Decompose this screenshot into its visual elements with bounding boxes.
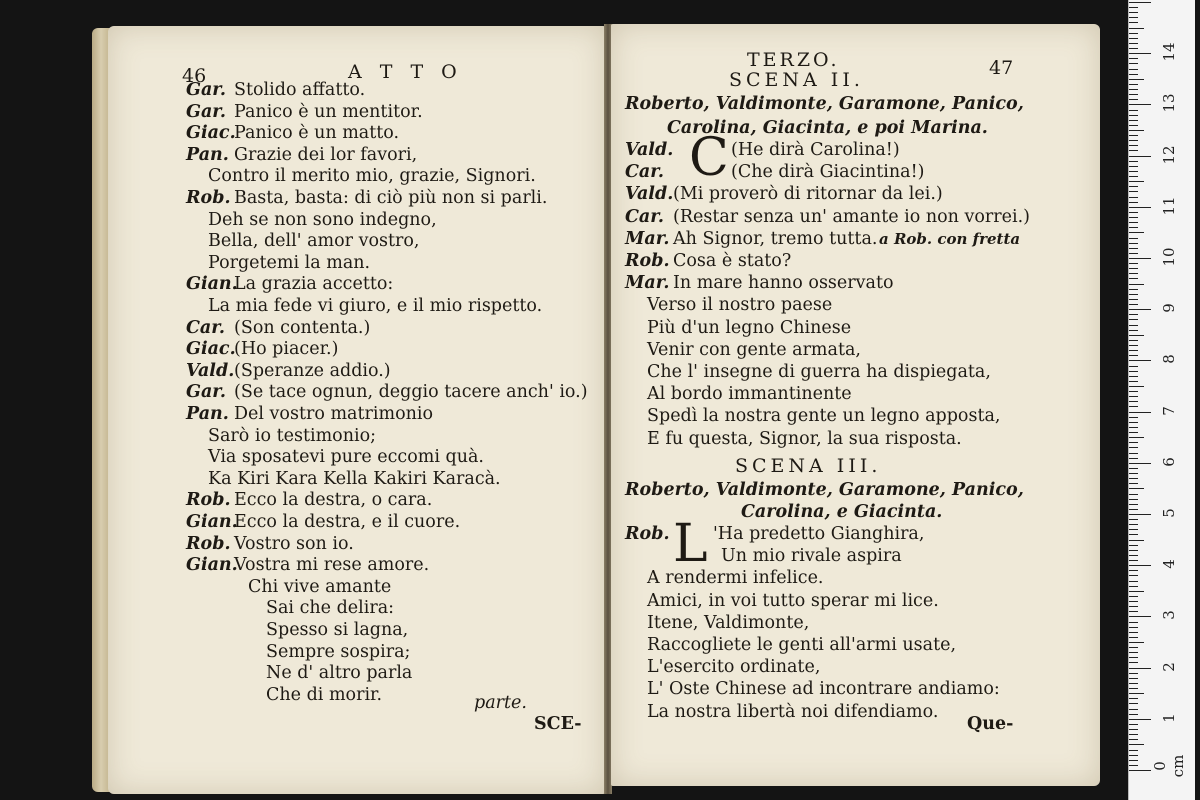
ruler-tick (1129, 647, 1138, 648)
scene-2-cast-line-2: Carolina, Giacinta, e poi Marina. (667, 118, 988, 138)
speaker-label: Vald. (625, 184, 674, 205)
verse-line: (Mi proverò di ritornar da lei.) (673, 184, 943, 205)
ruler-tick (1129, 719, 1151, 720)
verse-line: (Restar senza un' amante io non vorrei.) (673, 206, 1030, 227)
verse-line: (Che dirà Giacintina!) (731, 162, 925, 183)
verse-line: Ecco la destra, o cara. (234, 490, 433, 511)
ruler-tick (1129, 360, 1151, 361)
speaker-label: Gar. (186, 101, 226, 122)
ruler-tick (1129, 150, 1138, 151)
ruler-tick (1129, 709, 1138, 710)
ruler-label: 5 (1160, 508, 1178, 518)
ruler-tick (1129, 335, 1144, 336)
ruler-tick (1129, 432, 1138, 433)
verse-line: Via sposatevi pure eccomi quà. (208, 447, 484, 468)
ruler-tick (1129, 253, 1138, 254)
ruler-tick (1129, 350, 1138, 351)
ruler-tick (1129, 17, 1138, 18)
ruler-tick (1129, 299, 1138, 300)
verse-line: La mia fede vi giuro, e il mio rispetto. (208, 296, 543, 316)
speaker-label: Rob. (625, 251, 670, 271)
verse-line: (Se tace ognun, deggio tacere anch' io.) (234, 382, 588, 403)
ruler-tick (1129, 606, 1138, 607)
ruler-tick (1129, 110, 1138, 111)
verse-line: Del vostro matrimonio (234, 404, 434, 424)
verse-line: L' Oste Chinese ad incontrare andiamo: (647, 679, 1000, 700)
ruler-tick (1129, 181, 1144, 182)
ruler-tick (1129, 468, 1138, 469)
ruler-tick (1129, 207, 1151, 208)
verse-line: Contro il merito mio, grazie, Signori. (208, 166, 536, 187)
ruler-tick (1129, 330, 1138, 331)
ruler-tick (1129, 499, 1138, 500)
speaker-label: Car. (186, 317, 225, 338)
verse-line: L'esercito ordinate, (647, 657, 821, 678)
ruler-tick (1129, 693, 1144, 694)
verse-line: In mare hanno osservato (673, 273, 894, 294)
verse-line: Sarò io testimonio; (208, 425, 377, 446)
ruler-tick (1129, 678, 1138, 679)
ruler-tick (1129, 63, 1138, 64)
ruler-tick (1129, 765, 1138, 766)
ruler-label: 13 (1160, 93, 1178, 113)
ruler-tick (1129, 417, 1138, 418)
verse-line: Spesso si lagna, (266, 620, 409, 640)
verse-line: A rendermi infelice. (647, 568, 824, 589)
ruler-tick (1129, 248, 1138, 249)
ruler-tick (1129, 22, 1138, 23)
speaker-label: Car. (625, 162, 664, 183)
running-head-right: TERZO. (747, 49, 840, 71)
ruler-tick (1129, 652, 1138, 653)
verse-line: Deh se non sono indegno, (208, 209, 437, 230)
ruler-tick (1129, 550, 1138, 551)
verse-line: Un mio rivale aspira (721, 546, 902, 567)
ruler-tick (1129, 447, 1138, 448)
ruler-tick (1129, 611, 1138, 612)
verse-line: E fu questa, Signor, la sua risposta. (647, 428, 962, 449)
ruler-tick (1129, 488, 1144, 489)
ruler-tick (1129, 698, 1138, 699)
ruler-tick (1129, 33, 1138, 34)
ruler-label: 1 (1160, 713, 1178, 723)
ruler-tick (1129, 232, 1144, 233)
ruler-tick (1129, 478, 1138, 479)
ruler-tick (1129, 381, 1138, 382)
ruler-tick (1129, 273, 1138, 274)
ruler-tick (1129, 222, 1138, 223)
stage-direction: a Rob. con fretta (879, 229, 1021, 248)
ruler-label: 9 (1160, 303, 1178, 313)
verse-line: Vostro son io. (234, 533, 354, 554)
ruler-tick (1129, 729, 1138, 730)
ruler-tick (1129, 627, 1138, 628)
ruler-tick (1129, 79, 1144, 80)
verse-line: Ah Signor, tremo tutta. (673, 228, 878, 249)
ruler-tick (1129, 714, 1138, 715)
speaker-label: Vald. (186, 360, 235, 381)
scene-2-title: SCENA II. (729, 69, 864, 91)
ruler-tick (1129, 58, 1138, 59)
ruler-tick (1129, 391, 1138, 392)
ruler-tick (1129, 683, 1138, 684)
verse-line: Venir con gente armata, (647, 339, 861, 360)
ruler-tick (1129, 565, 1151, 566)
verse-line: (Ho piacer.) (234, 339, 339, 360)
ruler-label: 2 (1160, 661, 1178, 672)
ruler-tick (1129, 422, 1138, 423)
ruler-tick (1129, 601, 1138, 602)
ruler-label: 12 (1160, 145, 1178, 165)
verse-line: Chi vive amante (248, 576, 392, 597)
ruler-tick (1129, 427, 1138, 428)
ruler-tick (1129, 442, 1138, 443)
verse-line: (Son contenta.) (234, 317, 371, 338)
verse-line: Grazie dei lor favori, (234, 144, 418, 165)
ruler-tick (1129, 524, 1138, 525)
ruler-tick (1129, 340, 1138, 341)
scene-3-dropcap: L (673, 514, 708, 574)
ruler-tick (1129, 473, 1138, 474)
ruler-tick (1129, 744, 1144, 745)
verse-line: La grazia accetto: (234, 274, 394, 295)
speaker-label: Gian. (186, 555, 238, 576)
ruler-tick (1129, 345, 1138, 346)
verse-line: Sai che delira: (266, 598, 395, 619)
speaker-label: Rob. (186, 490, 231, 511)
verse-line: Vostra mi rese amore. (234, 555, 430, 576)
verse-line: (Speranze addio.) (234, 360, 391, 381)
ruler-label: 14 (1160, 42, 1178, 62)
ruler-tick (1129, 289, 1138, 290)
ruler-tick (1129, 581, 1138, 582)
ruler-tick (1129, 673, 1138, 674)
ruler-tick (1129, 294, 1138, 295)
ruler-tick (1129, 760, 1138, 761)
ruler-tick (1129, 304, 1138, 305)
speaker-label: Mar. (625, 273, 670, 294)
ruler-tick (1129, 755, 1138, 756)
ruler-tick (1129, 238, 1138, 239)
ruler-tick (1129, 453, 1138, 454)
catchword-left: SCE- (534, 714, 582, 734)
ruler-tick (1129, 268, 1138, 269)
ruler-tick (1129, 125, 1138, 126)
ruler-tick (1129, 534, 1138, 535)
ruler-tick (1129, 637, 1138, 638)
ruler-tick (1129, 529, 1138, 530)
speaker-label: Rob. (186, 188, 231, 208)
ruler-tick (1129, 176, 1138, 177)
ruler-tick (1129, 596, 1138, 597)
speaker-label: Pan. (186, 144, 229, 165)
ruler-tick (1129, 278, 1138, 279)
ruler-tick (1129, 212, 1138, 213)
ruler-tick (1129, 104, 1151, 105)
ruler-tick (1129, 115, 1138, 116)
ruler-tick (1129, 412, 1151, 413)
verse-line: Panico è un mentitor. (234, 101, 423, 122)
ruler-tick (1129, 258, 1151, 259)
exit-direction: parte. (474, 693, 527, 713)
verse-line: Ka Kiri Kara Kella Kakiri Karacà. (208, 468, 501, 489)
ruler-tick (1129, 74, 1138, 75)
ruler-tick (1129, 703, 1138, 704)
ruler-tick (1129, 84, 1138, 85)
verse-line: Al bordo immantinente (647, 384, 852, 405)
ruler-tick (1129, 739, 1138, 740)
verse-line: Che l' insegne di guerra ha dispiegata, (647, 362, 991, 382)
scene-3-cast-line-1: Roberto, Valdimonte, Garamone, Panico, (625, 480, 1024, 500)
ruler-label: 0 cm (1151, 754, 1187, 778)
ruler-tick (1129, 463, 1151, 464)
ruler-tick (1129, 458, 1138, 459)
verse-line: La nostra libertà noi difendiamo. (647, 701, 939, 722)
ruler-tick (1129, 545, 1138, 546)
verse-line: Sempre sospira; (266, 641, 411, 662)
scene-2-cast-line-1: Roberto, Valdimonte, Garamone, Panico, (625, 94, 1024, 114)
verse-line: Cosa è stato? (673, 251, 792, 271)
ruler-tick (1129, 355, 1138, 356)
verse-line: Itene, Valdimonte, (647, 612, 810, 633)
ruler-tick (1129, 140, 1138, 141)
ruler-tick (1129, 120, 1138, 121)
ruler-tick (1129, 401, 1138, 402)
ruler-tick (1129, 130, 1144, 131)
ruler-label: 8 (1160, 354, 1178, 365)
verse-line: Panico è un matto. (234, 123, 400, 144)
ruler-tick (1129, 309, 1151, 310)
speaker-label: Gar. (186, 80, 226, 100)
ruler-tick (1129, 145, 1138, 146)
ruler-tick (1129, 156, 1151, 157)
ruler-tick (1129, 504, 1138, 505)
verse-line: 'Ha predetto Gianghira, (713, 524, 925, 544)
verse-line: Ne d' altro parla (266, 663, 413, 684)
verse-line: Raccogliete le genti all'armi usate, (647, 635, 957, 655)
ruler-tick (1129, 314, 1138, 315)
ruler-tick (1129, 734, 1138, 735)
ruler-tick (1129, 376, 1138, 377)
left-page (108, 26, 605, 794)
ruler-tick (1129, 191, 1138, 192)
scene-2-dropcap: C (689, 128, 729, 188)
ruler-label: 3 (1160, 610, 1178, 621)
verse-line: Più d'un legno Chinese (647, 317, 852, 338)
ruler-tick (1129, 509, 1138, 510)
ruler-tick (1129, 483, 1138, 484)
ruler-tick (1129, 263, 1138, 264)
catchword-right: Que- (967, 714, 1014, 734)
ruler-tick (1129, 642, 1144, 643)
ruler-tick (1129, 284, 1144, 285)
verse-line: Che di morir. (266, 684, 383, 705)
speaker-label: Gar. (186, 382, 226, 403)
ruler-tick (1129, 586, 1138, 587)
speaker-label: Gian. (186, 274, 238, 295)
ruler-tick (1129, 560, 1138, 561)
speaker-label: Mar. (625, 228, 670, 249)
verse-line: Bella, dell' amor vostro, (208, 231, 420, 252)
ruler-tick (1129, 724, 1138, 725)
ruler-tick (1129, 616, 1151, 617)
ruler-tick (1129, 38, 1138, 39)
ruler-tick (1129, 688, 1138, 689)
ruler-tick (1129, 632, 1138, 633)
ruler-tick (1129, 166, 1138, 167)
speaker-label: Car. (625, 206, 664, 227)
ruler-tick (1129, 89, 1138, 90)
ruler-tick (1129, 2, 1151, 3)
ruler-tick (1129, 217, 1138, 218)
ruler-tick (1129, 371, 1138, 372)
measurement-ruler (1128, 0, 1195, 800)
ruler-tick (1129, 202, 1138, 203)
ruler-tick (1129, 48, 1138, 49)
ruler-tick (1129, 396, 1138, 397)
ruler-tick (1129, 28, 1144, 29)
ruler-label: 6 (1160, 457, 1178, 467)
speaker-label: Rob. (186, 533, 231, 554)
running-head-left: A T T O (348, 61, 463, 83)
ruler-tick (1129, 99, 1138, 100)
ruler-tick (1129, 43, 1138, 44)
verse-line: (He dirà Carolina!) (731, 140, 900, 160)
page-number-right: 47 (989, 57, 1014, 79)
ruler-tick (1129, 243, 1138, 244)
scene-3-title: SCENA III. (735, 455, 882, 477)
ruler-tick (1129, 161, 1138, 162)
scene-3-cast-line-2: Carolina, e Giacinta. (741, 502, 943, 522)
ruler-tick (1129, 186, 1138, 187)
ruler-tick (1129, 662, 1138, 663)
ruler-tick (1129, 437, 1144, 438)
ruler-tick (1129, 770, 1151, 771)
page-number-left: 46 (182, 65, 207, 87)
ruler-tick (1129, 69, 1138, 70)
ruler-tick (1129, 570, 1138, 571)
ruler-tick (1129, 12, 1138, 13)
verse-line: Amici, in voi tutto sperar mi lice. (647, 590, 939, 611)
verse-line: Spedì la nostra gente un legno apposta, (647, 406, 1001, 427)
ruler-label: 11 (1160, 196, 1178, 216)
ruler-label: 7 (1160, 405, 1178, 416)
verse-line: Stolido affatto. (234, 80, 366, 100)
ruler-tick (1129, 325, 1138, 326)
speaker-label: Giac. (186, 339, 236, 360)
ruler-tick (1129, 171, 1138, 172)
ruler-tick (1129, 406, 1138, 407)
speaker-label: Gian. (186, 512, 238, 532)
ruler-label: 4 (1160, 559, 1178, 569)
verse-line: Ecco la destra, e il cuore. (234, 512, 461, 532)
ruler-tick (1129, 135, 1138, 136)
ruler-tick (1129, 319, 1138, 320)
right-page (611, 24, 1100, 786)
ruler-tick (1129, 366, 1138, 367)
ruler-tick (1129, 750, 1138, 751)
ruler-label: 10 (1160, 247, 1178, 267)
verse-line: Basta, basta: di ciò più non si parli. (234, 188, 548, 208)
ruler-tick (1129, 540, 1144, 541)
ruler-tick (1129, 575, 1138, 576)
ruler-tick (1129, 514, 1151, 515)
speaker-label: Rob. (625, 524, 670, 544)
ruler-tick (1129, 622, 1138, 623)
ruler-tick (1129, 591, 1144, 592)
ruler-tick (1129, 7, 1138, 8)
ruler-tick (1129, 494, 1138, 495)
verse-line: Verso il nostro paese (647, 295, 833, 316)
verse-line: Porgetemi la man. (208, 252, 371, 273)
ruler-tick (1129, 657, 1138, 658)
ruler-tick (1129, 386, 1144, 387)
speaker-label: Vald. (625, 140, 674, 160)
speaker-label: Pan. (186, 404, 229, 424)
ruler-tick (1129, 227, 1138, 228)
ruler-tick (1129, 197, 1138, 198)
speaker-label: Giac. (186, 123, 236, 144)
ruler-tick (1129, 519, 1138, 520)
ruler-tick (1129, 94, 1138, 95)
ruler-tick (1129, 668, 1151, 669)
ruler-tick (1129, 53, 1151, 54)
ruler-tick (1129, 555, 1138, 556)
